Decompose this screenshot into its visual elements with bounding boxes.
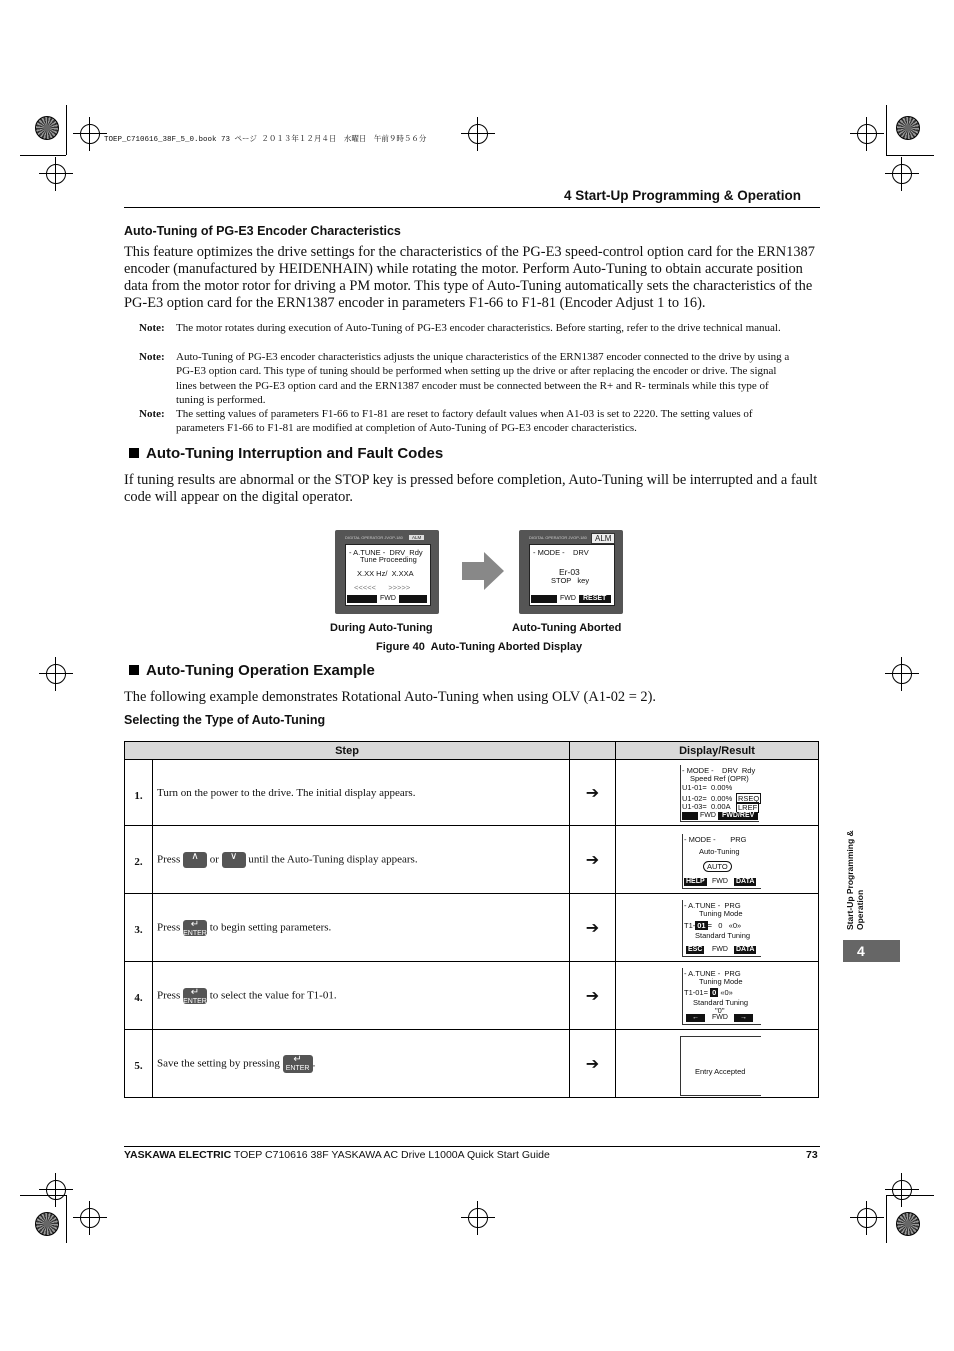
fault-code: Er-03 xyxy=(559,567,580,577)
lcd-line: Standard Tuning xyxy=(695,931,751,940)
lcd-status-bar xyxy=(682,812,758,820)
lcd-text: = 0 «0» xyxy=(707,921,742,930)
key-label: ENTER xyxy=(183,929,207,937)
lcd-line: - MODE - PRG xyxy=(684,835,747,844)
lcd-line: Tuning Mode xyxy=(699,909,743,918)
step-text: . xyxy=(312,1057,316,1070)
lcd-softkey: DATA xyxy=(736,878,755,885)
lcd-line: - MODE - DRV xyxy=(533,548,589,557)
enter-key-icon: ↵ ENTER xyxy=(183,986,207,1005)
footer-rule xyxy=(124,1146,820,1147)
display-result xyxy=(616,760,819,826)
step-description xyxy=(153,826,570,894)
table-header-row xyxy=(125,742,819,760)
key-label: ENTER xyxy=(285,1064,310,1072)
down-arrow-key-icon xyxy=(222,852,246,868)
lcd-display xyxy=(682,834,761,889)
lcd-text: T1- xyxy=(684,921,696,930)
lcd-status-bar xyxy=(531,595,611,603)
section-body-interruption: If tuning results are abnormal or the STOP key is pressed before completion, Auto-Tuning will be interrupted and a fault code will appear on the digital operator. xyxy=(124,472,818,505)
lcd-softkey: DATA xyxy=(736,946,755,953)
lcd-softkey: FWD/REV xyxy=(722,812,755,819)
step-description xyxy=(153,760,570,826)
lcd-softkey: ESC xyxy=(688,946,703,953)
arrow-icon: ➔ xyxy=(570,894,616,962)
note-2 xyxy=(139,350,799,406)
section-body-pg-e3: This feature optimizes the drive settings for the characteristics of the PG-E3 speed-control option card for the ERN1387 encoder (manufactured by HEIDENHAIN) while rotating the motor. Perform Auto-Tuning to obtain accurate position data from the motor rotor for driving a PM motor. This type of Auto-Tuning automatically sets the characteristics of the PG-E3 option card for the ERN1387 encoder in parameters F1-66 to F1-81 (Encoder Adjust 1 to 16). xyxy=(124,244,815,311)
note-label: Note: xyxy=(139,408,165,420)
lcd-box: RSEQ xyxy=(738,794,760,803)
display-result xyxy=(616,962,819,1030)
step-text: until the Auto-Tuning display appears. xyxy=(248,853,418,866)
lcd-status-bar xyxy=(684,1014,760,1022)
lcd-line: U1-01= 0.00% xyxy=(682,783,733,792)
lcd-text: T1-01= xyxy=(684,988,708,997)
note-label: Note: xyxy=(139,351,165,363)
display-result xyxy=(616,826,819,894)
lcd-status-bar xyxy=(684,878,760,886)
step-description xyxy=(153,894,570,962)
lcd-cursor: 0 xyxy=(712,988,717,997)
lcd-line: X.XX Hz/ X.XXA xyxy=(357,569,414,578)
lcd-display xyxy=(680,765,759,822)
footer-brand: YASKAWA ELECTRIC xyxy=(124,1149,232,1161)
lcd-line: Auto-Tuning xyxy=(699,847,740,856)
lcd-softkey-left-icon: ← xyxy=(686,1014,705,1022)
display-result xyxy=(616,1030,819,1098)
header-rule xyxy=(124,207,820,208)
chapter-tab: 4 xyxy=(843,940,900,962)
square-bullet-icon xyxy=(129,448,139,458)
device-header: DIGITAL OPERATOR JVOP-180 xyxy=(345,535,403,540)
right-arrow-icon xyxy=(462,552,504,590)
lcd-display xyxy=(682,900,761,957)
lcd-fwd: FWD xyxy=(700,812,716,819)
step-text: Press xyxy=(157,921,181,934)
lcd-status-bar xyxy=(347,595,427,603)
alm-indicator-lit: ALM xyxy=(591,533,615,544)
lcd-auto-indicator: AUTO xyxy=(703,861,732,872)
figure-left-caption: During Auto-Tuning xyxy=(330,622,433,634)
step-text: or xyxy=(209,853,219,866)
lcd-box: LREF xyxy=(738,803,758,812)
lcd-line: Speed Ref (OPR) xyxy=(690,774,749,783)
col-step: Step xyxy=(125,742,570,760)
key-label: ENTER xyxy=(183,997,207,1005)
step-text: Press xyxy=(157,989,181,1002)
lcd-softkey: HELP xyxy=(686,878,705,885)
operator-display-during-tuning xyxy=(335,530,439,614)
note-label: Note: xyxy=(139,322,165,334)
step-text: Turn on the power to the drive. The initial display appears. xyxy=(157,786,416,799)
section-heading-interruption xyxy=(129,445,443,462)
table-row xyxy=(125,894,819,962)
page-number: 73 xyxy=(806,1149,818,1161)
subsection-title: Selecting the Type of Auto-Tuning xyxy=(124,713,326,727)
col-display: Display/Result xyxy=(616,742,819,760)
display-result xyxy=(616,894,819,962)
step-text: to select the value for T1-01. xyxy=(209,989,337,1002)
side-tab-label: Start-Up Programming & Operation xyxy=(845,830,865,930)
table-row xyxy=(125,826,819,894)
print-header: TOEP_C710616_38F_5_0.book 73 ページ ２０１３年１２月４日 水曜日 午前９時５６分 xyxy=(104,136,427,144)
heading-text: Auto-Tuning Operation Example xyxy=(146,662,375,679)
table-row xyxy=(125,1030,819,1098)
step-number: 5. xyxy=(125,1030,153,1098)
figure-right-caption: Auto-Tuning Aborted xyxy=(512,622,622,634)
note-text: The motor rotates during execution of Auto-Tuning of PG-E3 encoder characteristics. Before starting, refer to the drive technical manual. xyxy=(176,322,781,334)
lcd-fwd: FWD xyxy=(557,595,579,603)
enter-key-icon: ↵ ENTER xyxy=(283,1055,313,1073)
lcd-line: - MODE - DRV Rdy xyxy=(682,766,756,775)
lcd-status-bar xyxy=(684,946,760,954)
lcd-display xyxy=(680,1036,761,1096)
step-description xyxy=(153,1030,570,1098)
col-arrow xyxy=(570,742,616,760)
lcd-line: Entry Accepted xyxy=(695,1067,746,1076)
steps-table xyxy=(124,741,819,1098)
step-text: to begin setting parameters. xyxy=(209,921,332,934)
step-number: 1. xyxy=(125,760,153,826)
step-description xyxy=(153,962,570,1030)
alm-indicator: ALM xyxy=(409,535,424,540)
step-text: Save the setting by pressing xyxy=(157,1057,280,1070)
arrow-icon: ➔ xyxy=(570,826,616,894)
arrow-icon: ➔ xyxy=(570,1030,616,1098)
lcd-param-line xyxy=(684,988,733,997)
lcd-fwd: FWD xyxy=(712,946,728,953)
running-header: 4 Start-Up Programming & Operation xyxy=(564,188,802,203)
table-row xyxy=(125,760,819,826)
progress-line: <<<<< >>>>> xyxy=(354,583,411,592)
enter-key-icon: ↵ ENTER xyxy=(183,918,207,937)
lcd-reset: RESET xyxy=(583,595,607,602)
step-number: 3. xyxy=(125,894,153,962)
lcd-softkey-right-icon: → xyxy=(734,1014,753,1022)
lcd-line: "0" xyxy=(715,1006,725,1015)
heading-text: Auto-Tuning Interruption and Fault Codes xyxy=(146,445,444,462)
arrow-icon: ➔ xyxy=(570,962,616,1030)
arrow-icon: ➔ xyxy=(570,760,616,826)
lcd-display xyxy=(682,968,761,1025)
section-body-operation-example: The following example demonstrates Rotational Auto-Tuning when using OLV (A1-02 = 2). xyxy=(124,689,656,705)
lcd-text: «0» xyxy=(720,988,733,997)
lcd-line: - A.TUNE - PRG xyxy=(684,901,741,910)
lcd-fwd: FWD xyxy=(712,878,728,885)
lcd-line: - A.TUNE - PRG xyxy=(684,969,741,978)
lcd-cursor: 01 xyxy=(697,921,706,930)
key-symbol: ∧ xyxy=(191,850,199,862)
footer xyxy=(124,1149,550,1161)
figure-caption: Figure 40 Auto-Tuning Aborted Display xyxy=(376,641,583,653)
step-number: 2. xyxy=(125,826,153,894)
lcd-line: U1-03= 0.00A xyxy=(682,802,731,811)
lcd-param-line xyxy=(684,921,741,930)
section-heading-operation-example xyxy=(129,662,375,679)
lcd-line: Tuning Mode xyxy=(699,977,743,986)
note-1 xyxy=(139,321,799,349)
device-header: DIGITAL OPERATOR JVOP-180 xyxy=(529,535,587,540)
footer-doc-title: TOEP C710616 38F YASKAWA AC Drive L1000A Quick Start Guide xyxy=(233,1149,550,1161)
square-bullet-icon xyxy=(129,665,139,675)
key-symbol: ∨ xyxy=(229,850,238,862)
note-text: The setting values of parameters F1-66 to F1-81 are reset to factory default values when A1-03 is set to 2220. The setting values of parameters F1-66 to F1-81 are modified at completion of Auto-Tuning of PG-E3 encoder characteristics. xyxy=(176,408,753,435)
note-3 xyxy=(139,407,799,435)
lcd-line: - A.TUNE - DRV Rdy xyxy=(349,548,423,557)
step-number: 4. xyxy=(125,962,153,1030)
step-text: Press xyxy=(157,853,181,866)
lcd-fwd: FWD xyxy=(712,1014,728,1021)
lcd-fwd: FWD xyxy=(377,595,399,603)
lcd-line: U1-02= 0.00% xyxy=(682,794,733,803)
section-title-pg-e3: Auto-Tuning of PG-E3 Encoder Characteristics xyxy=(124,224,401,238)
operator-display-aborted xyxy=(519,530,623,614)
table-row xyxy=(125,962,819,1030)
lcd-line: Standard Tuning xyxy=(693,998,749,1007)
lcd-line: STOP key xyxy=(551,576,590,585)
note-text: Auto-Tuning of PG-E3 encoder characteristics adjusts the unique characteristics of the ERN1387 encoder connected to the drive by using a PG-E3 option card. This type of tuning should be performed when setting up the drive or after replacing the encoder or drive. The signal lines between the PG-E3 option card and the ERN1387 encoder must be connected between the R+ and R- terminals while this type of tuning is performed. xyxy=(176,351,790,406)
up-arrow-key-icon xyxy=(183,852,207,868)
lcd-line: Tune Proceeding xyxy=(360,555,417,564)
